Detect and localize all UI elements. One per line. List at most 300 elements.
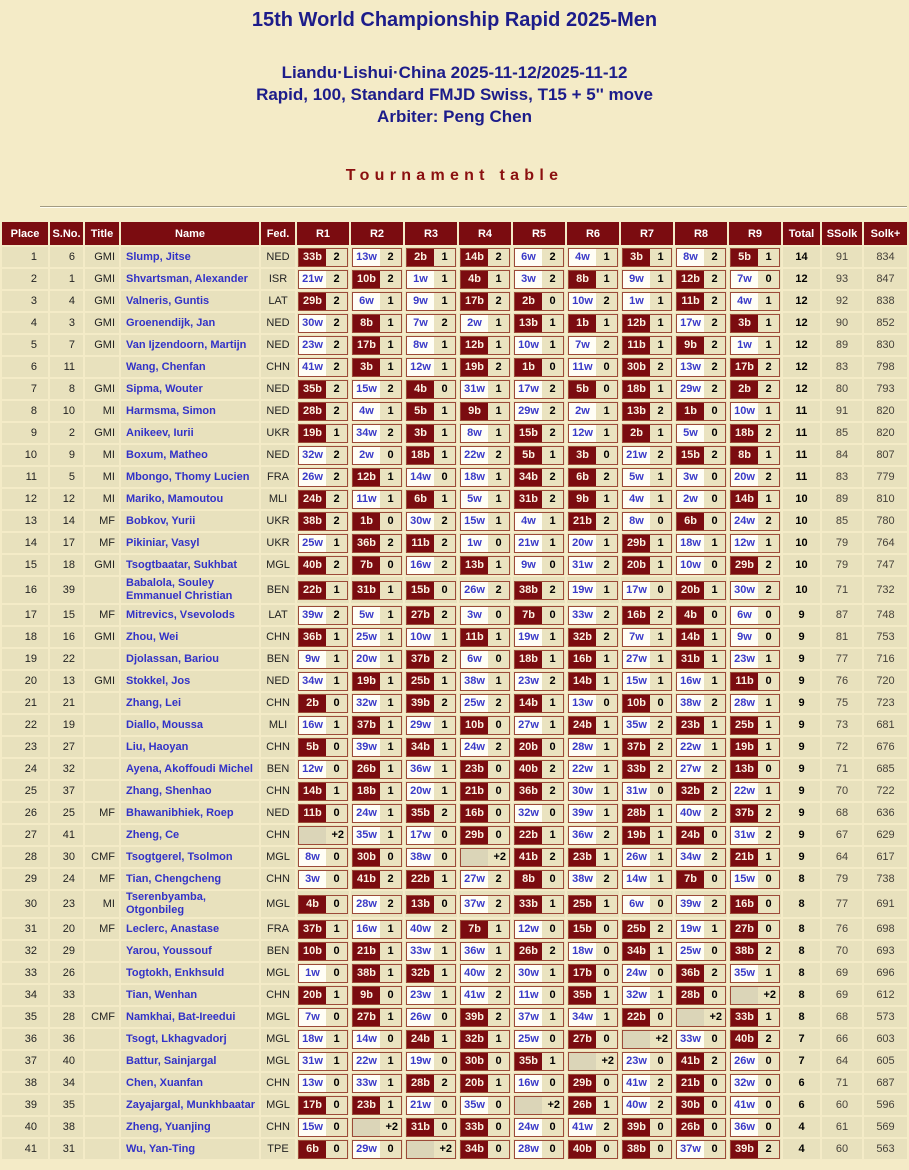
round-cell <box>351 825 403 845</box>
round-result: 1 <box>333 631 340 643</box>
opponent-badge: 14b <box>299 783 326 800</box>
player-name-link[interactable]: Pikiniar, Vasyl <box>126 536 200 549</box>
player-name-link[interactable]: Zayajargal, Munkhbaatar <box>126 1098 255 1111</box>
round-box <box>406 248 456 267</box>
round-result: 1 <box>603 251 610 263</box>
sno-cell: 26 <box>50 963 83 983</box>
ssolk-cell: 64 <box>822 1051 862 1071</box>
round-box <box>352 512 402 531</box>
round-result: 0 <box>711 427 718 439</box>
round-cell <box>297 825 349 845</box>
round-cell <box>297 737 349 757</box>
player-name-link[interactable]: Tsogt, Lkhagvadorj <box>126 1032 227 1045</box>
round-box <box>676 606 726 625</box>
round-box <box>514 358 564 377</box>
round-box <box>406 804 456 823</box>
name-cell <box>121 489 259 509</box>
round-result: 2 <box>441 515 448 527</box>
round-cell <box>621 1007 673 1027</box>
round-result: 0 <box>711 559 718 571</box>
ssolk-cell: 77 <box>822 891 862 917</box>
round-result: 1 <box>549 631 556 643</box>
round-result: 2 <box>657 609 664 621</box>
opponent-badge: 41w <box>569 1119 596 1136</box>
player-name-link[interactable]: Anikeev, Iurii <box>126 426 194 439</box>
round-box <box>568 512 618 531</box>
round-box <box>406 650 456 669</box>
total-cell: 14 <box>783 247 820 267</box>
round-result: 1 <box>603 1011 610 1023</box>
round-box <box>730 895 780 914</box>
round-box <box>514 402 564 421</box>
round-box <box>460 650 510 669</box>
round-cell <box>459 269 511 289</box>
player-row <box>2 291 907 311</box>
round-box <box>676 782 726 801</box>
round-box <box>406 826 456 845</box>
total-cell: 9 <box>783 649 820 669</box>
fed-cell: MGL <box>261 555 295 575</box>
player-name-link[interactable]: Valneris, Guntis <box>126 294 210 307</box>
opponent-badge: 3b <box>407 425 434 442</box>
round-result: 1 <box>495 945 502 957</box>
round-box <box>298 870 348 889</box>
round-box <box>676 468 726 487</box>
player-name-link[interactable]: Boxum, Matheo <box>126 448 208 461</box>
round-result: 0 <box>765 1077 772 1089</box>
round-cell <box>567 671 619 691</box>
player-row <box>2 605 907 625</box>
round-box <box>298 716 348 735</box>
opponent-badge: 28w <box>515 1141 542 1158</box>
fed-cell: MGL <box>261 1007 295 1027</box>
round-cell <box>459 445 511 465</box>
round-box <box>460 628 510 647</box>
round-cell <box>351 577 403 603</box>
opponent-badge: 20b <box>515 739 542 756</box>
round-cell <box>621 489 673 509</box>
title-cell: MI <box>85 445 119 465</box>
round-cell <box>675 715 727 735</box>
opponent-badge: 21w <box>623 447 650 464</box>
opponent-badge <box>353 1119 380 1136</box>
opponent-badge: 29b <box>731 557 758 574</box>
round-cell <box>297 335 349 355</box>
round-box <box>676 358 726 377</box>
total-cell: 8 <box>783 985 820 1005</box>
opponent-badge: 10w <box>569 293 596 310</box>
round-box <box>406 556 456 575</box>
round-box <box>676 1052 726 1071</box>
round-result: 1 <box>333 537 340 549</box>
round-cell <box>567 467 619 487</box>
player-name-link[interactable]: Namkhai, Bat-Ireedui <box>126 1010 236 1023</box>
sno-cell: 10 <box>50 401 83 421</box>
round-cell <box>351 693 403 713</box>
title-cell <box>85 1029 119 1049</box>
round-cell <box>729 1073 781 1093</box>
round-cell <box>351 489 403 509</box>
player-row <box>2 489 907 509</box>
round-cell <box>675 1029 727 1049</box>
ssolk-cell: 68 <box>822 803 862 823</box>
round-box <box>622 512 672 531</box>
solkplus-cell: 603 <box>864 1029 907 1049</box>
player-name-link[interactable]: Stokkel, Jos <box>126 674 191 687</box>
round-cell <box>729 1007 781 1027</box>
opponent-badge: 7b <box>353 557 380 574</box>
round-result: 2 <box>711 785 718 797</box>
player-name-link[interactable]: Tsogtbaatar, Sukhbat <box>126 558 238 571</box>
player-name-link[interactable]: Babalola, Souley Emmanuel Christian <box>126 577 233 602</box>
round-box <box>676 380 726 399</box>
round-box <box>730 581 780 600</box>
ssolk-cell: 81 <box>822 627 862 647</box>
opponent-badge: 41w <box>461 987 488 1004</box>
player-name-link[interactable]: Groenendijk, Jan <box>126 316 216 329</box>
round-box <box>730 380 780 399</box>
opponent-badge: 7w <box>407 315 434 332</box>
round-result: 2 <box>441 807 448 819</box>
round-cell <box>675 781 727 801</box>
round-result: 1 <box>711 653 718 665</box>
round-box <box>730 870 780 889</box>
round-cell <box>351 803 403 823</box>
ssolk-cell: 79 <box>822 869 862 889</box>
round-box <box>352 424 402 443</box>
player-name-link[interactable]: Battur, Sainjargal <box>126 1054 217 1067</box>
player-name-link[interactable]: Van Ijzendoorn, Martijn <box>126 338 247 351</box>
round-result: 0 <box>495 719 502 731</box>
fed-cell: BEN <box>261 759 295 779</box>
fed-cell: UKR <box>261 423 295 443</box>
player-name-link[interactable]: Mitrevics, Vsevolods <box>126 608 235 621</box>
round-result: 2 <box>603 609 610 621</box>
round-result: 1 <box>495 383 502 395</box>
solkplus-cell: 681 <box>864 715 907 735</box>
round-box <box>730 760 780 779</box>
round-box <box>730 534 780 553</box>
round-result: 1 <box>441 945 448 957</box>
name-cell <box>121 1007 259 1027</box>
round-cell <box>405 941 457 961</box>
round-cell <box>567 423 619 443</box>
opponent-badge: 11w <box>515 987 542 1004</box>
player-name-link[interactable]: Zhang, Shenhao <box>126 784 212 797</box>
round-result: 0 <box>333 741 340 753</box>
round-box <box>298 490 348 509</box>
round-result: 1 <box>657 537 664 549</box>
round-result: 0 <box>441 829 448 841</box>
round-result: 0 <box>603 1143 610 1155</box>
opponent-badge <box>569 1053 596 1070</box>
round-result: 0 <box>711 989 718 1001</box>
player-name-link[interactable]: Tian, Chengcheng <box>126 872 222 885</box>
fed-cell: LAT <box>261 291 295 311</box>
round-result: 0 <box>387 989 394 1001</box>
round-result: 0 <box>711 1033 718 1045</box>
opponent-badge: 29b <box>623 535 650 552</box>
round-cell <box>675 825 727 845</box>
round-box <box>676 986 726 1005</box>
round-result: 1 <box>495 1077 502 1089</box>
opponent-badge: 39w <box>353 739 380 756</box>
opponent-badge: 26w <box>299 469 326 486</box>
round-cell <box>405 737 457 757</box>
opponent-badge: 17w <box>623 582 650 599</box>
opponent-badge: 38b <box>731 943 758 960</box>
fed-cell: NED <box>261 247 295 267</box>
player-name-link[interactable]: Tsogtgerel, Tsolmon <box>126 850 233 863</box>
round-cell <box>621 445 673 465</box>
name-cell <box>121 511 259 531</box>
round-cell <box>405 577 457 603</box>
round-result: 1 <box>333 427 340 439</box>
round-box <box>730 672 780 691</box>
player-name-link[interactable]: Liu, Haoyan <box>126 740 189 753</box>
round-cell <box>621 649 673 669</box>
round-cell <box>297 781 349 801</box>
round-result: 2 <box>333 471 340 483</box>
col-header-r1: R1 <box>297 222 349 245</box>
player-row <box>2 269 907 289</box>
round-result: 2 <box>603 295 610 307</box>
fed-cell: CHN <box>261 1073 295 1093</box>
round-result: 1 <box>765 251 772 263</box>
round-result: 1 <box>711 631 718 643</box>
round-cell <box>567 847 619 867</box>
solkplus-cell: 780 <box>864 511 907 531</box>
round-box <box>460 964 510 983</box>
round-cell <box>729 313 781 333</box>
round-cell <box>675 247 727 267</box>
player-name-link[interactable]: Zhou, Wei <box>126 630 179 643</box>
place-cell: 26 <box>2 803 48 823</box>
player-name-link[interactable]: Harmsma, Simon <box>126 404 216 417</box>
round-box <box>298 738 348 757</box>
round-box <box>676 964 726 983</box>
round-box <box>676 650 726 669</box>
sno-cell: 32 <box>50 759 83 779</box>
player-name-link[interactable]: Wu, Yan-Ting <box>126 1142 196 1155</box>
round-cell <box>621 247 673 267</box>
round-result: 2 <box>765 361 772 373</box>
round-box <box>352 556 402 575</box>
title-cell: MF <box>85 511 119 531</box>
round-cell <box>405 533 457 553</box>
player-name-link[interactable]: Diallo, Moussa <box>126 718 204 731</box>
opponent-badge: 40b <box>569 1141 596 1158</box>
round-cell <box>405 357 457 377</box>
round-box <box>406 380 456 399</box>
round-result: 1 <box>603 493 610 505</box>
place-cell: 20 <box>2 671 48 691</box>
round-result: 2 <box>549 584 556 596</box>
opponent-badge: 15w <box>299 1119 326 1136</box>
opponent-badge: 37w <box>461 896 488 913</box>
opponent-badge: 11w <box>353 491 380 508</box>
round-cell <box>351 247 403 267</box>
opponent-badge <box>299 827 326 844</box>
round-result: 1 <box>603 807 610 819</box>
round-box <box>514 650 564 669</box>
player-name-link[interactable]: Slump, Jitse <box>126 250 191 263</box>
player-name-link[interactable]: Shvartsman, Alexander <box>126 272 248 285</box>
player-name-link[interactable]: Mbongo, Thomy Lucien <box>126 470 250 483</box>
ssolk-cell: 70 <box>822 781 862 801</box>
sno-cell: 7 <box>50 335 83 355</box>
round-box <box>460 1052 510 1071</box>
round-box <box>514 270 564 289</box>
round-result: 0 <box>333 763 340 775</box>
player-name-link[interactable]: Bhawanibhiek, Roep <box>126 806 234 819</box>
player-name-link[interactable]: Djolassan, Bariou <box>126 652 219 665</box>
round-cell <box>729 1095 781 1115</box>
round-cell <box>567 737 619 757</box>
round-result: 0 <box>549 741 556 753</box>
opponent-badge: 2w <box>569 403 596 420</box>
opponent-badge: 41w <box>299 359 326 376</box>
player-row <box>2 941 907 961</box>
col-header-r2: R2 <box>351 222 403 245</box>
player-name-link[interactable]: Zheng, Yuanjing <box>126 1120 211 1133</box>
player-name-link[interactable]: Zhang, Lei <box>126 696 181 709</box>
opponent-badge: 19b <box>731 739 758 756</box>
round-cell <box>297 941 349 961</box>
round-box <box>460 1008 510 1027</box>
player-row <box>2 627 907 647</box>
round-cell <box>621 577 673 603</box>
player-name-link[interactable]: Tserenbyamba, Otgonbileg <box>126 891 206 916</box>
round-box <box>514 1118 564 1137</box>
opponent-badge: 7w <box>569 337 596 354</box>
round-cell <box>729 693 781 713</box>
round-box <box>460 1030 510 1049</box>
round-result: 2 <box>657 449 664 461</box>
round-box <box>352 270 402 289</box>
opponent-badge: 30w <box>731 582 758 599</box>
round-box <box>406 964 456 983</box>
round-result: 2 <box>603 1121 610 1133</box>
round-box <box>730 628 780 647</box>
opponent-badge: 15b <box>569 921 596 938</box>
total-cell: 7 <box>783 1051 820 1071</box>
round-box <box>352 760 402 779</box>
event-arbiter: Arbiter: Peng Chen <box>377 107 532 126</box>
round-result: 2 <box>549 785 556 797</box>
opponent-badge: 19w <box>407 1053 434 1070</box>
place-cell: 23 <box>2 737 48 757</box>
opponent-badge: 3b <box>353 359 380 376</box>
round-result: 0 <box>549 609 556 621</box>
opponent-badge: 15w <box>731 871 758 888</box>
ssolk-cell: 72 <box>822 737 862 757</box>
opponent-badge: 7w <box>299 1009 326 1026</box>
round-cell <box>567 511 619 531</box>
round-result: 2 <box>387 873 394 885</box>
round-result: 0 <box>711 515 718 527</box>
opponent-badge: 3w <box>461 607 488 624</box>
round-cell <box>405 847 457 867</box>
round-box <box>352 336 402 355</box>
round-cell <box>567 891 619 917</box>
player-name-link[interactable]: Wang, Chenfan <box>126 360 206 373</box>
sno-cell: 21 <box>50 693 83 713</box>
round-result: 2 <box>711 251 718 263</box>
round-cell <box>405 511 457 531</box>
player-name-link[interactable]: Ayena, Akoffoudi Michel <box>126 762 253 775</box>
opponent-badge: 21w <box>515 535 542 552</box>
round-result: 1 <box>657 653 664 665</box>
player-name-link[interactable]: Chen, Xuanfan <box>126 1076 204 1089</box>
name-cell <box>121 919 259 939</box>
opponent-badge: 33w <box>353 1075 380 1092</box>
round-cell <box>297 555 349 575</box>
ssolk-cell: 67 <box>822 825 862 845</box>
player-name-link[interactable]: Mariko, Mamoutou <box>126 492 224 505</box>
round-result: 1 <box>495 515 502 527</box>
place-cell: 2 <box>2 269 48 289</box>
fed-cell: BEN <box>261 941 295 961</box>
opponent-badge: 10b <box>353 271 380 288</box>
fed-cell: BEN <box>261 649 295 669</box>
total-cell: 8 <box>783 891 820 917</box>
round-box <box>298 314 348 333</box>
total-cell: 4 <box>783 1139 820 1159</box>
opponent-badge: 30w <box>407 513 434 530</box>
round-cell <box>459 1007 511 1027</box>
player-name-link[interactable]: Togtokh, Enkhsuld <box>126 966 225 979</box>
round-result: 0 <box>441 584 448 596</box>
name-cell <box>121 533 259 553</box>
round-cell <box>729 401 781 421</box>
round-box <box>568 292 618 311</box>
opponent-badge: 12w <box>731 535 758 552</box>
round-box <box>514 490 564 509</box>
round-box <box>676 716 726 735</box>
round-result: 1 <box>441 989 448 1001</box>
player-name-link[interactable]: Yarou, Youssouf <box>126 944 212 957</box>
round-box <box>298 964 348 983</box>
round-result: 2 <box>333 273 340 285</box>
opponent-badge: 32w <box>731 1075 758 1092</box>
round-box <box>730 468 780 487</box>
player-name-link[interactable]: Zheng, Ce <box>126 828 180 841</box>
title-cell <box>85 985 119 1005</box>
round-cell <box>675 1051 727 1071</box>
player-name-link[interactable]: Sipma, Wouter <box>126 382 203 395</box>
opponent-badge: 4b <box>299 896 326 913</box>
round-cell <box>621 401 673 421</box>
opponent-badge: 31b <box>515 491 542 508</box>
round-cell <box>567 1029 619 1049</box>
player-row <box>2 1117 907 1137</box>
opponent-badge: 41b <box>677 1053 704 1070</box>
round-result: 1 <box>765 697 772 709</box>
title-cell <box>85 577 119 603</box>
player-name-link[interactable]: Leclerc, Anastase <box>126 922 220 935</box>
title-cell <box>85 737 119 757</box>
player-name-link[interactable]: Bobkov, Yurii <box>126 514 196 527</box>
opponent-badge: 29b <box>569 1075 596 1092</box>
round-result: 1 <box>495 273 502 285</box>
ssolk-cell: 93 <box>822 269 862 289</box>
opponent-badge: 3w <box>515 271 542 288</box>
player-name-link[interactable]: Tian, Wenhan <box>126 988 198 1001</box>
round-box <box>406 848 456 867</box>
fed-cell: MGL <box>261 963 295 983</box>
opponent-badge: 15w <box>353 381 380 398</box>
